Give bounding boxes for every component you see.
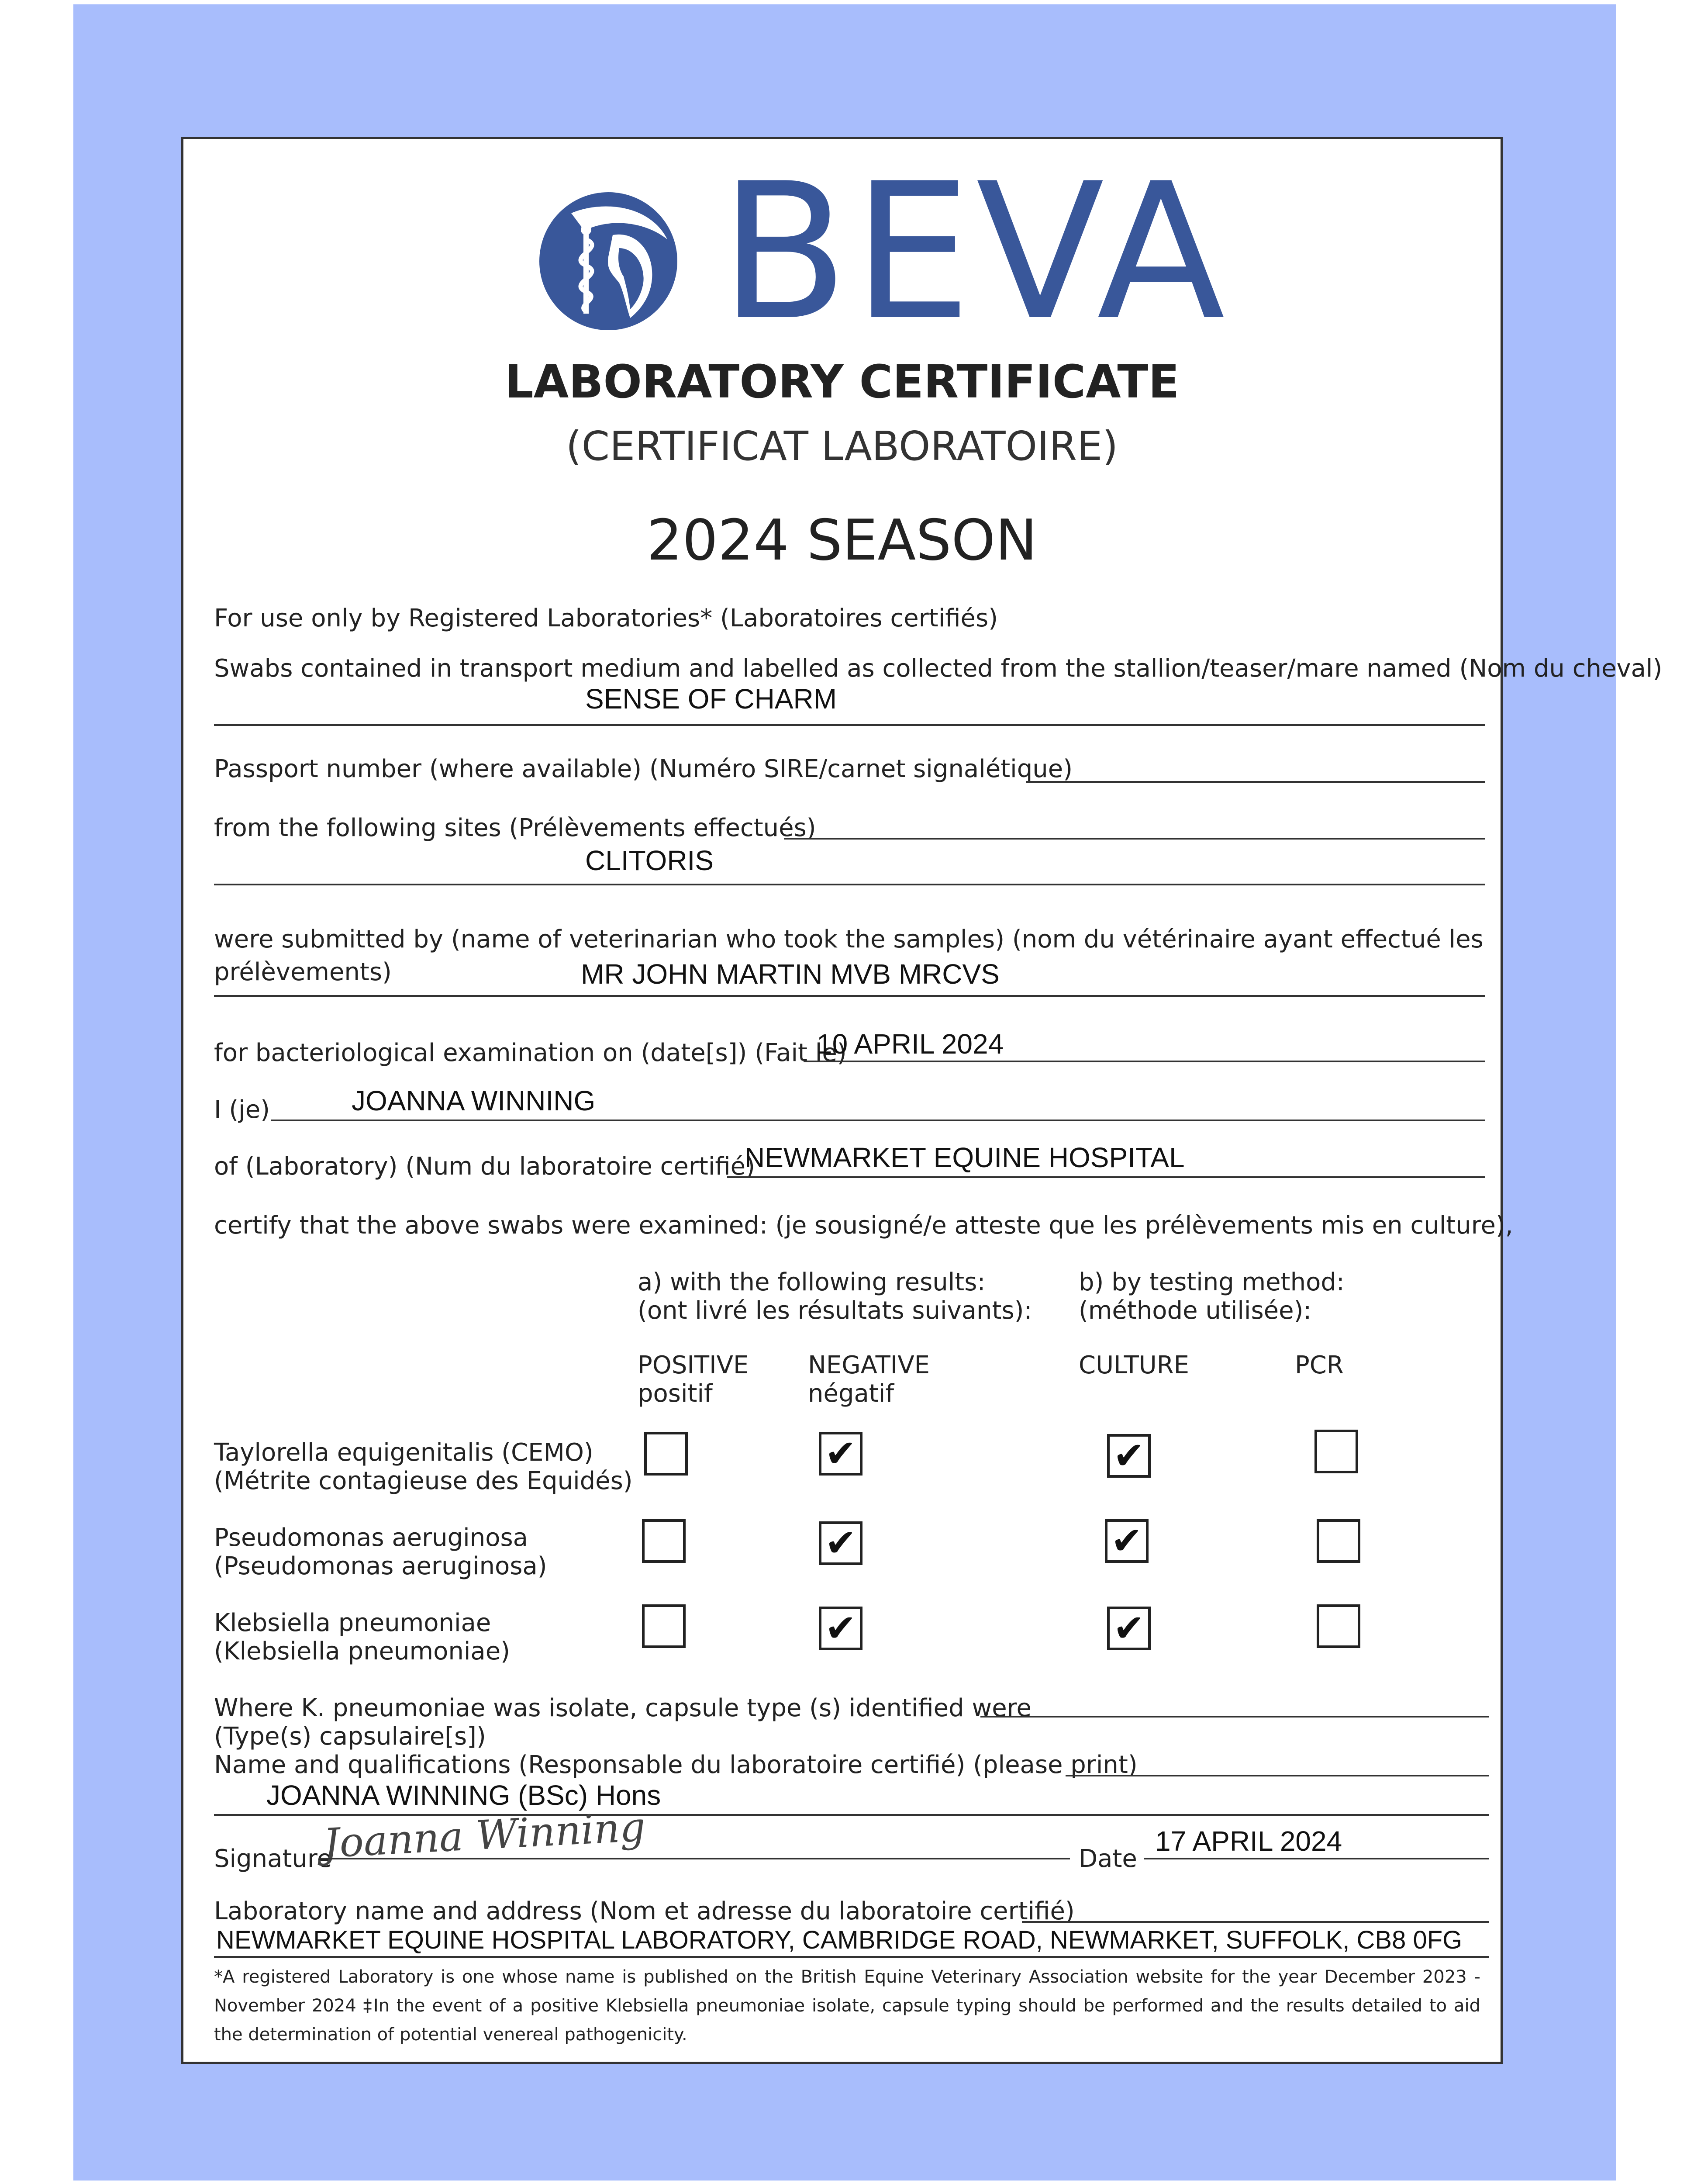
laboratory-label: of (Laboratory) (Num du laboratoire certifié) — [214, 1152, 755, 1181]
horse-caduceus-icon — [536, 187, 685, 335]
vet-line — [214, 995, 1485, 997]
culture-checkbox[interactable]: ✔ — [1105, 1519, 1149, 1563]
organism-name: Pseudomonas aeruginosa — [214, 1524, 528, 1552]
col-pcr: PCR — [1295, 1351, 1344, 1379]
exam-date-label: for bacteriological examination on (date[s]) (Fait le) — [214, 1039, 847, 1067]
col-positive-fr: positif — [638, 1379, 713, 1408]
address-line-2 — [214, 1956, 1489, 1958]
examiner-name-value[interactable]: JOANNA WINNING — [352, 1085, 596, 1116]
results-heading-fr: (ont livré les résultats suivants): — [638, 1296, 1032, 1325]
organism-name: Taylorella equigenitalis (CEMO) — [214, 1438, 593, 1467]
laboratory-line — [727, 1176, 1485, 1178]
sites-line-1 — [784, 838, 1485, 840]
horse-name-value[interactable]: SENSE OF CHARM — [585, 683, 837, 715]
col-negative: NEGATIVE — [808, 1351, 930, 1379]
beva-logo — [536, 143, 1230, 362]
negative-checkbox[interactable]: ✔ — [819, 1607, 862, 1650]
certificate-sheet — [181, 137, 1663, 2064]
swabs-label: Swabs contained in transport medium and labelled as collected from the stallion/teaser/mare named (Nom du cheval) — [214, 654, 1663, 683]
horse-name-line — [214, 724, 1485, 726]
organism-name-fr: (Klebsiella pneumoniae) — [214, 1637, 511, 1666]
date-line — [1144, 1858, 1489, 1859]
laboratory-name-value[interactable]: NEWMARKET EQUINE HOSPITAL — [745, 1142, 1185, 1173]
organism-name: Klebsiella pneumoniae — [214, 1609, 491, 1637]
pcr-checkbox[interactable] — [1317, 1519, 1360, 1563]
season-heading: 2024 SEASON — [647, 508, 1037, 573]
signature-label: Signature — [214, 1845, 332, 1873]
handwritten-signature[interactable]: Joanna Winning — [322, 1803, 647, 1867]
culture-checkbox[interactable]: ✔ — [1107, 1434, 1151, 1478]
pcr-checkbox[interactable] — [1317, 1604, 1360, 1648]
method-heading-fr: (méthode utilisée): — [1079, 1296, 1312, 1325]
registered-use-note: For use only by Registered Laboratories* (Laboratoires certifiés) — [214, 604, 998, 632]
method-heading: b) by testing method: — [1079, 1268, 1345, 1296]
col-positive: POSITIVE — [638, 1351, 749, 1379]
address-line-1 — [1022, 1921, 1489, 1923]
results-heading: a) with the following results: — [638, 1268, 986, 1296]
certify-statement: certify that the above swabs were examined: (je sousigné/e atteste que les prélèvements mis en culture), — [214, 1211, 1513, 1240]
address-value[interactable]: NEWMARKET EQUINE HOSPITAL LABORATORY, CAMBRIDGE ROAD, NEWMARKET, SUFFOLK, CB8 0FG — [216, 1926, 1463, 1954]
positive-checkbox[interactable] — [642, 1604, 686, 1648]
passport-label: Passport number (where available) (Numéro SIRE/carnet signalétique) — [214, 755, 1073, 783]
negative-checkbox[interactable]: ✔ — [819, 1432, 862, 1476]
negative-checkbox[interactable]: ✔ — [819, 1521, 862, 1565]
responsible-label: Name and qualifications (Responsable du laboratoire certifié) (please print) — [214, 1751, 1138, 1779]
col-negative-fr: négatif — [808, 1379, 894, 1408]
exam-date-value[interactable]: 10 APRIL 2024 — [817, 1028, 1004, 1060]
capsule-label-fr: (Type(s) capsulaire[s]) — [214, 1722, 486, 1751]
signature-line — [319, 1858, 1070, 1859]
passport-line — [1026, 781, 1485, 783]
organism-name-fr: (Pseudomonas aeruginosa) — [214, 1552, 547, 1580]
pcr-checkbox[interactable] — [1314, 1430, 1358, 1473]
positive-checkbox[interactable] — [644, 1432, 688, 1476]
submitted-label: were submitted by (name of veterinarian who took the samples) (nom du vétérinaire ayant effectué les — [214, 925, 1483, 954]
responsible-value[interactable]: JOANNA WINNING (BSc) Hons — [266, 1780, 661, 1811]
certificate-title: LABORATORY CERTIFICATE — [504, 355, 1180, 408]
col-culture: CULTURE — [1079, 1351, 1190, 1379]
capsule-label: Where K. pneumoniae was isolate, capsule type (s) identified were — [214, 1694, 1032, 1722]
veterinarian-name-value[interactable]: MR JOHN MARTIN MVB MRCVS — [581, 958, 1000, 990]
address-label: Laboratory name and address (Nom et adresse du laboratoire certifié) — [214, 1897, 1075, 1925]
submitted-label-cont: prélèvements) — [214, 958, 392, 986]
examiner-label: I (je) — [214, 1095, 270, 1124]
date-label: Date — [1079, 1845, 1137, 1873]
certificate-subtitle: (CERTIFICAT LABORATOIRE) — [566, 423, 1118, 470]
positive-checkbox[interactable] — [642, 1519, 686, 1563]
signature-date-value[interactable]: 17 APRIL 2024 — [1155, 1825, 1342, 1857]
exam-date-line — [804, 1061, 1485, 1062]
organism-name-fr: (Métrite contagieuse des Equidés) — [214, 1467, 633, 1495]
sites-value[interactable]: CLITORIS — [585, 845, 714, 876]
logo-wordmark: BEVA — [720, 143, 1230, 362]
sites-label: from the following sites (Prélèvements effectués) — [214, 814, 816, 842]
capsule-line — [980, 1716, 1489, 1717]
sites-line-2 — [214, 884, 1485, 885]
responsible-line-1 — [1066, 1775, 1489, 1776]
culture-checkbox[interactable]: ✔ — [1107, 1607, 1151, 1650]
examiner-line — [271, 1120, 1485, 1121]
footnote: *A registered Laboratory is one whose name is published on the British Equine Veterinary Association website for the year December 2023 - November 2024 ‡In the event of a positive Klebsiella pneumoniae isolate, capsule typing should be performed and the results detailed to aid the determination of potential venereal pathogenicity. — [214, 1967, 1480, 2045]
